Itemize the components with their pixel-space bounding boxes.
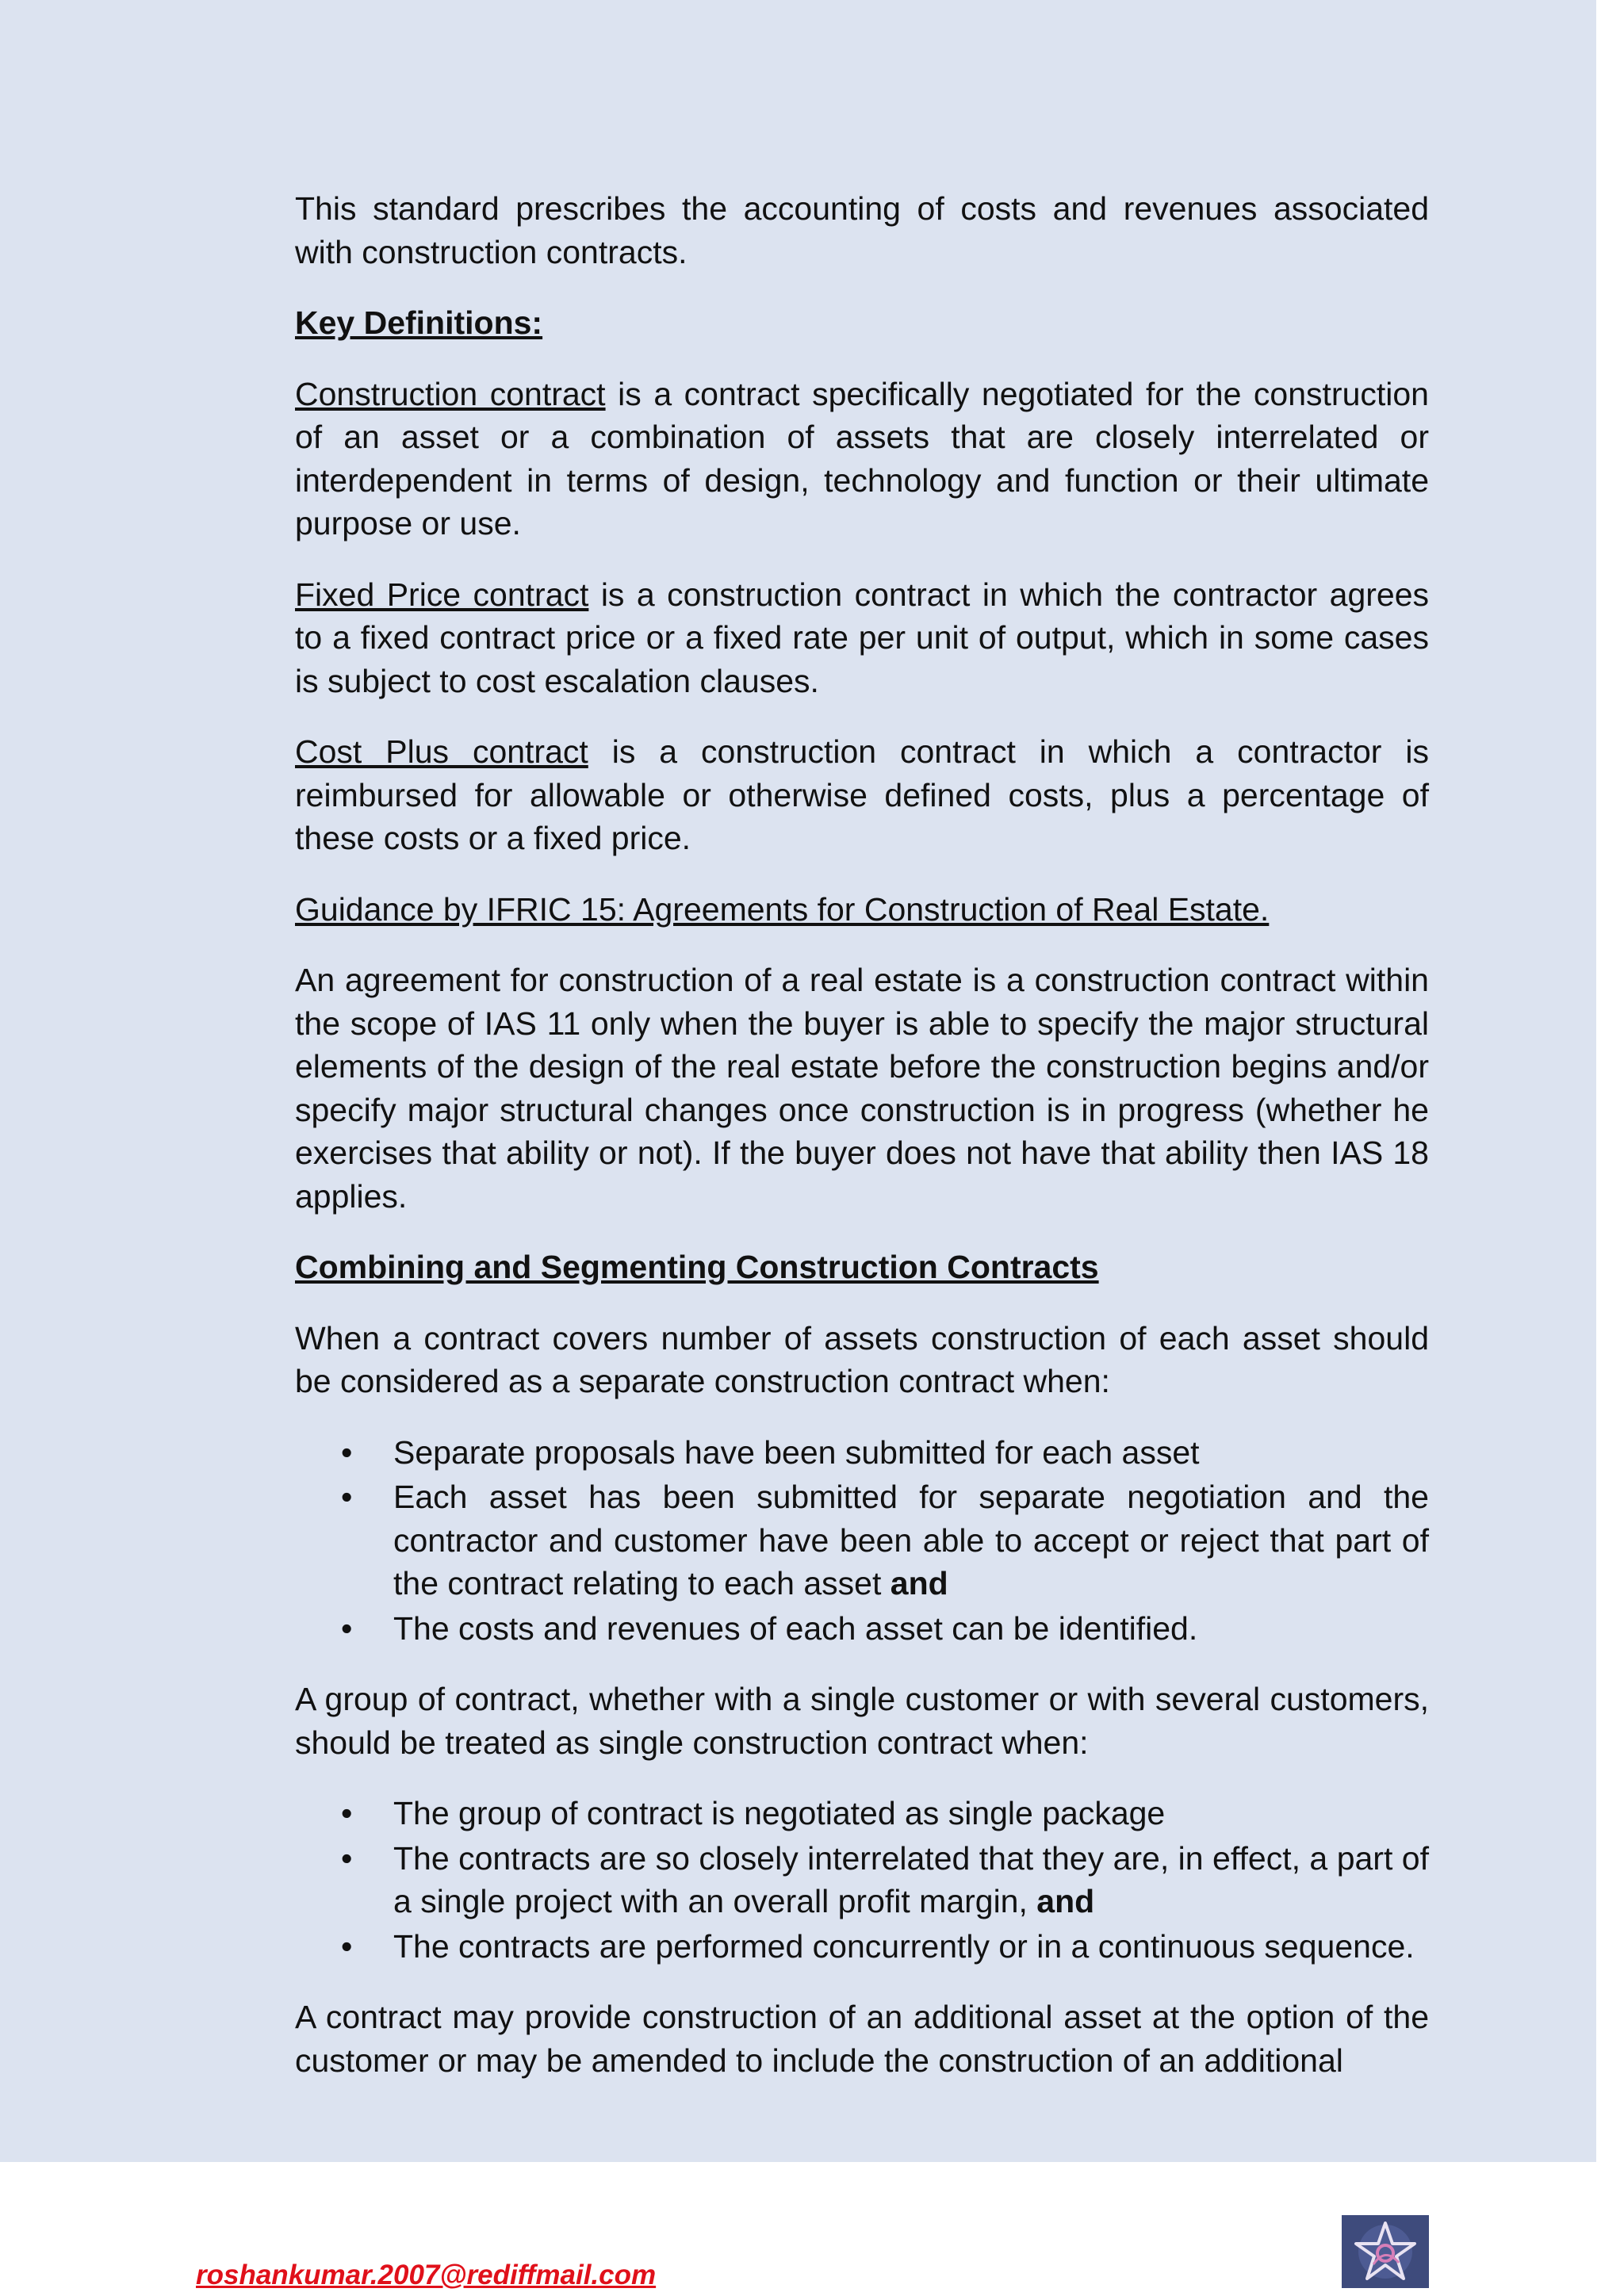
document-body: [295, 187, 1429, 2110]
intro-paragraph: This standard prescribes the accounting of costs and revenues associated with construction contracts.: [295, 190, 1429, 270]
list-item-text: Separate proposals have been submitted for each asset: [393, 1433, 1200, 1471]
list-item: [295, 1792, 1429, 1835]
list-item-text: Each asset has been submitted for separate negotiation and the contractor and customer have been able to accept or reject that part of the contract relating to each asset: [393, 1479, 1429, 1601]
definition-text: is a contract specifically negotiated for the construction of an asset or a combination of assets that are closely interrelated or interdependent in terms of design, technology and function or their ultimate purpose or use.: [295, 375, 1429, 541]
list-item-text: The contracts are so closely interrelated that they are, in effect, a part of a single project with an overall profit margin,: [393, 1839, 1429, 1919]
bullet-icon: •: [341, 1927, 353, 1965]
definition-fixed-price-contract: [295, 573, 1429, 703]
group-intro-paragraph: A group of contract, whether with a single customer or with several customers, should be treated as single construction contract when:: [295, 1681, 1429, 1761]
list-item-emphasis: and: [890, 1565, 948, 1601]
star-emblem-icon: [1342, 2215, 1429, 2288]
definition-text: is a construction contract in which a contractor is reimbursed for allowable or otherwise defined costs, plus a percentage of these costs or a fixed price.: [295, 733, 1429, 856]
bullet-icon: •: [341, 1479, 353, 1515]
definition-cost-plus-contract: [295, 730, 1429, 860]
list-item-text: The contracts are performed concurrently or in a continuous sequence.: [393, 1927, 1415, 1965]
bullet-icon: •: [341, 1839, 353, 1877]
bullet-icon: •: [341, 1795, 353, 1831]
ifric-paragraph: An agreement for construction of a real estate is a construction contract within the scope of IAS 11 only when the buyer is able to specify the major structural elements of the design of the real estate before the construction begins and/or specify major structural changes once construction is in progress (whether he exercises that ability or not). If the buyer does not have that ability then IAS 18 applies.: [295, 962, 1429, 1215]
definition-construction-contract: [295, 373, 1429, 545]
segment-intro-paragraph: When a contract covers number of assets construction of each asset should be considered as a separate construction contract when:: [295, 1319, 1429, 1399]
list-item: [295, 1431, 1429, 1475]
list-item-text: The costs and revenues of each asset can be identified.: [393, 1609, 1198, 1647]
combining-heading: Combining and Segmenting Construction Contracts: [295, 1249, 1099, 1285]
list-item-text: The group of contract is negotiated as single package: [393, 1795, 1166, 1831]
star-emblem-graphic: [1342, 2215, 1429, 2288]
closing-paragraph: A contract may provide construction of an additional asset at the option of the customer or may be amended to include the construction of an additional: [295, 1999, 1429, 2079]
list-item: [295, 1607, 1429, 1651]
list-item: [295, 1837, 1429, 1923]
list-item-emphasis: and: [1036, 1883, 1095, 1919]
ifric-heading-text: Guidance by IFRIC 15: Agreements for Construction of Real Estate.: [295, 890, 1270, 928]
list-item: [295, 1475, 1429, 1605]
definition-term: Cost Plus contract: [295, 733, 588, 770]
footer-email-link[interactable]: roshankumar.2007@rediffmail.com: [196, 2260, 657, 2290]
bullet-icon: •: [341, 1433, 353, 1471]
list-item: [295, 1925, 1429, 1969]
definition-term: Construction contract: [295, 375, 606, 412]
definition-term: Fixed Price contract: [295, 576, 589, 613]
segment-conditions-list: [295, 1431, 1429, 1651]
bullet-icon: •: [341, 1609, 353, 1647]
key-definitions-heading: Key Definitions:: [295, 304, 543, 341]
group-conditions-list: [295, 1792, 1429, 1968]
ifric-heading: [295, 888, 1429, 932]
definition-text: is a construction contract in which the contractor agrees to a fixed contract price or a fixed rate per unit of output, which in some cases is subject to cost escalation clauses.: [295, 576, 1430, 699]
